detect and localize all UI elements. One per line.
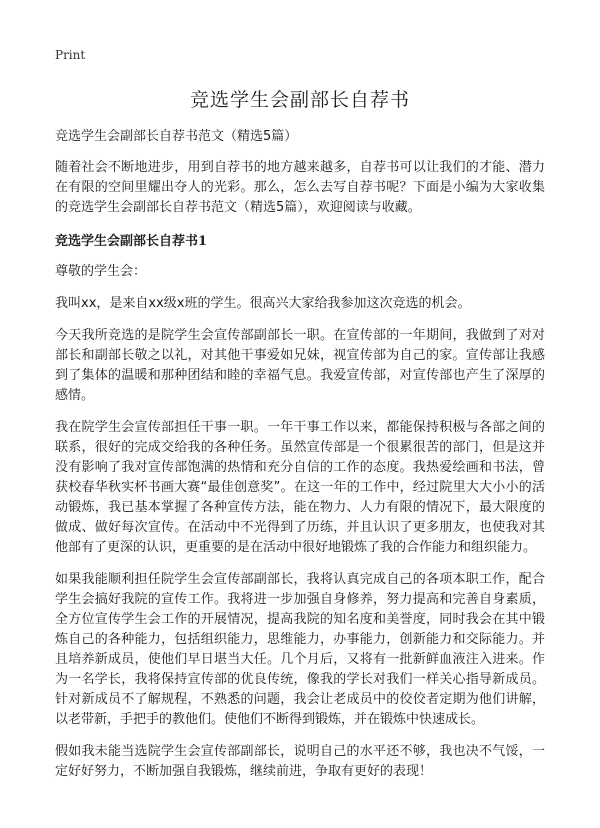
body-paragraph-2: 今天我所竞选的是院学生会宣传部副部长一职。在宣传部的一年期间，我做到了对对部长和副部长敬之以礼，对其他干事爱如兄妹，视宣传部为自己的家。宣传部让我感到了集体的温暖和那种团结和睦的幸福气息。我爱宣传部，对宣传部也产生了深厚的感情。 <box>55 328 545 403</box>
body-paragraph-1: 我叫xx，是来自xx级x班的学生。很高兴大家给我参加这次竞选的机会。 <box>55 296 471 311</box>
intro-paragraph: 随着社会不断地进步，用到自荐书的地方越来越多，自荐书可以让我们的才能、潜力在有限的空间里耀出夺人的光彩。那么，怎么去写自荐书呢？下面是小编为大家收集的竞选学生会副部长自荐书范文（精选5篇），欢迎阅读与收藏。 <box>55 160 545 215</box>
document-subtitle: 竞选学生会副部长自荐书范文（精选5篇） <box>55 129 298 144</box>
body-paragraph-3: 我在院学生会宣传部担任干事一职。一年干事工作以来，都能保持积极与各部之间的联系，很好的完成交给我的各种任务。虽然宣传部是一个很累很苦的部门，但是这并没有影响了我对宣传部饱满的热情和充分自信的工作的态度。我热爱绘画和书法，曾获校春华秋实杯书画大赛“最佳创意奖”。在这一年的工作中，经过院里大大小小的活动锻炼，我已基本掌握了各种宣传方法，能在物力、人力有限的情况下，最大限度的做成、做好每次宣传。在活动中不光得到了历练，并且认识了更多朋友，也使我对其他部有了更深的认识，更重要的是在活动中很好地锻炼了我的合作能力和组织能力。 <box>55 420 545 555</box>
body-paragraph-5: 假如我未能当选院学生会宣传部副部长，说明自己的水平还不够，我也决不气馁，一定好好努力，不断加强自我锻炼，继续前进，争取有更好的表现！ <box>55 744 545 779</box>
body-paragraph-4: 如果我能顺利担任院学生会宣传部副部长，我将认真完成自己的各项本职工作，配合学生会搞好我院的宣传工作。我将进一步加强自身修养，努力提高和完善自身素质，全方位宣传学生会工作的开展情况，提高我院的知名度和美誉度，同时我会在其中锻炼自己的各种能力，包括组织能力，思维能力，办事能力，创新能力和交际能力。并且培养新成员，使他们早日堪当大任。几个月后，又将有一批新鲜血液注入进来。作为一名学长，我将保持宣传部的优良传统，像我的学长对我们一样关心指导新成员。针对新成员不了解规程，不熟悉的问题，我会让老成员中的佼佼者定期为他们讲解，以老带新，手把手的教他们。使他们不断得到锻炼，并在锻炼中快速成长。 <box>55 572 545 727</box>
section-heading: 竞选学生会副部长自荐书1 <box>55 234 208 249</box>
print-link[interactable]: Print <box>55 48 86 62</box>
greeting-paragraph: 尊敬的学生会： <box>55 264 147 279</box>
page-title: 竞选学生会副部长自荐书 <box>189 89 410 111</box>
